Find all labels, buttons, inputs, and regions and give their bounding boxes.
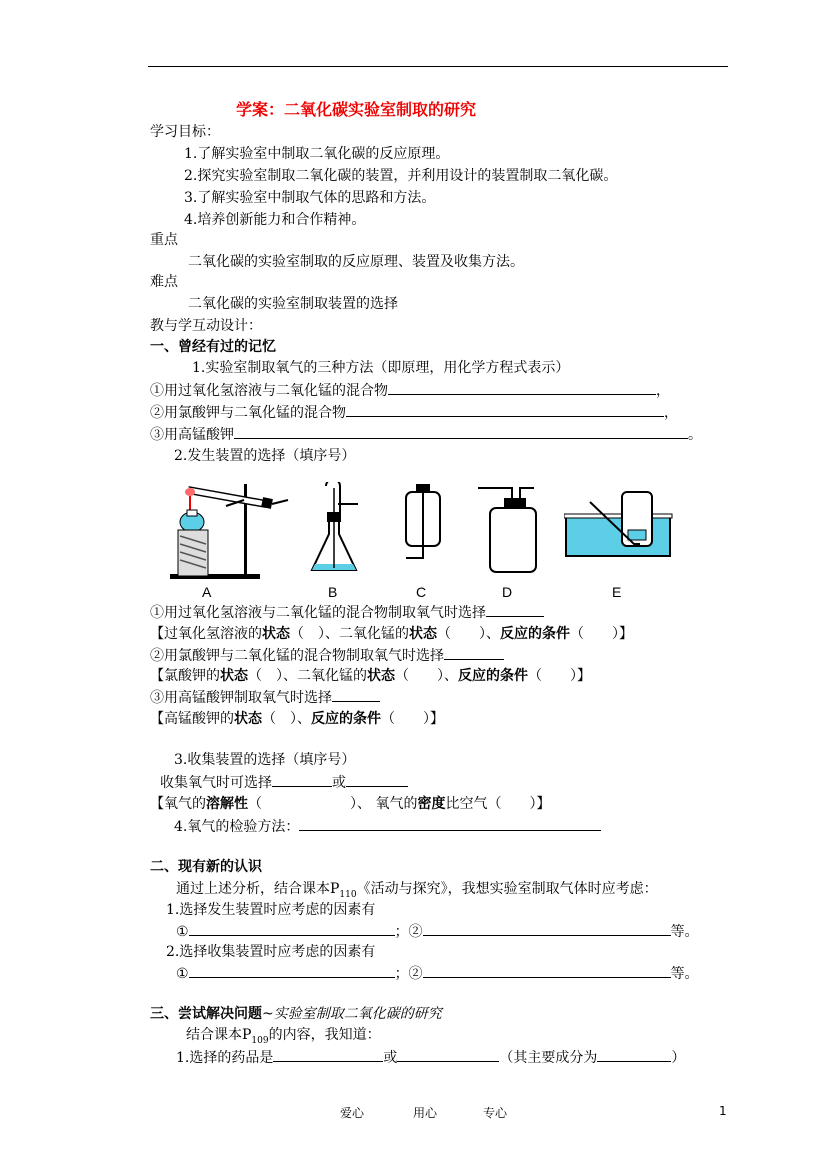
s2-intro: 通过上述分析，结合课本$P_{110}$《活动与探究》，我想实验室制取气体时应考虑： — [176, 881, 658, 900]
key-text: 二氧化碳的实验室制取的反应原理、装置及收集方法。 — [188, 254, 524, 270]
goal-1: 1.了解实验室中制取二氧化碳的反应原理。 — [184, 146, 450, 162]
s2-question-2: 2.选择收集装置时应考虑的因素有 — [166, 944, 376, 960]
page-number: 1 — [719, 1104, 727, 1118]
goal-3: 3.了解实验室中制取气体的思路和方法。 — [184, 190, 436, 206]
s1-question-1: 1.实验室制取氧气的三种方法（即原理，用化学方程式表示） — [192, 360, 570, 376]
section-2-heading: 二、现有新的认识 — [150, 859, 262, 875]
answer-blank[interactable] — [397, 1047, 499, 1062]
answer-blank[interactable] — [189, 963, 395, 978]
answer-blank[interactable] — [346, 772, 408, 787]
difficult-heading: 难点 — [150, 274, 178, 290]
answer-blank[interactable] — [234, 424, 688, 439]
answer-blank[interactable] — [597, 1047, 671, 1062]
footer-text-2: 用心 — [413, 1106, 438, 1120]
key-heading: 重点 — [150, 232, 178, 248]
answer-blank[interactable] — [272, 772, 332, 787]
interaction-heading: 教与学互动设计： — [150, 318, 262, 334]
answer-blank[interactable] — [423, 921, 671, 936]
answer-blank[interactable] — [299, 816, 601, 831]
s1-q3-note: 【氧气的溶解性（ ）、 氧气的密度比空气（ ）】 — [150, 796, 551, 812]
header-rule — [148, 66, 728, 67]
apparatus-label-e: E — [612, 584, 622, 600]
answer-blank[interactable] — [273, 1047, 383, 1062]
page-title: 学案：二氧化碳实验室制取的研究 — [236, 100, 477, 119]
s1-q2-a: ①用过氧化氢溶液与二氧化锰的混合物制取氧气时选择 — [150, 602, 544, 623]
section-3-heading: 三、尝试解决问题~实验室制取二氧化碳的研究 — [150, 1006, 442, 1022]
s2-q1-blanks: ① ；② 等。 — [176, 921, 699, 942]
apparatus-label-b: B — [328, 584, 338, 600]
apparatus-c-illustration — [398, 480, 448, 578]
s1-q1-item-1: ①用过氧化氢溶液与二氧化锰的混合物 ， — [150, 380, 670, 401]
s1-q2-b-note: 【氯酸钾的状态（ ）、二氧化锰的状态（ ）、反应的条件（ ）】 — [150, 668, 591, 684]
footer-text-1: 爱心 — [340, 1106, 365, 1120]
apparatus-label-d: D — [502, 584, 513, 600]
s1-question-3: 3.收集装置的选择（填序号） — [174, 752, 356, 768]
apparatus-e-illustration — [564, 486, 676, 560]
apparatus-d-illustration — [476, 482, 538, 576]
s3-intro: 结合课本$P_{109}$的内容，我知道： — [186, 1027, 381, 1046]
s1-q3-line: 收集氧气时可选择 或 — [160, 772, 408, 793]
s1-question-2: 2.发生装置的选择（填序号） — [174, 448, 356, 464]
answer-blank[interactable] — [486, 602, 544, 617]
apparatus-label-a: A — [202, 584, 212, 600]
s2-question-1: 1.选择发生装置时应考虑的因素有 — [166, 902, 376, 918]
s1-q2-b: ②用氯酸钾与二氧化锰的混合物制取氧气时选择 — [150, 645, 504, 666]
apparatus-a-illustration — [166, 470, 291, 582]
apparatus-b-illustration — [306, 482, 362, 576]
s1-question-4: 4.氧气的检验方法： — [174, 816, 601, 837]
answer-blank[interactable] — [346, 402, 664, 417]
goal-4: 4.培养创新能力和合作精神。 — [184, 212, 366, 228]
goals-heading: 学习目标： — [150, 124, 220, 140]
s1-q1-item-3: ③用高锰酸钾 。 — [150, 424, 702, 445]
answer-blank[interactable] — [444, 645, 504, 660]
apparatus-label-c: C — [416, 584, 427, 600]
footer-text-3: 专心 — [483, 1106, 508, 1120]
s1-q1-item-2: ②用氯酸钾与二氧化锰的混合物 ， — [150, 402, 678, 423]
answer-blank[interactable] — [423, 963, 671, 978]
difficult-text: 二氧化碳的实验室制取装置的选择 — [188, 296, 398, 312]
s1-q2-c: ③用高锰酸钾制取氧气时选择 — [150, 687, 380, 708]
s3-question-1: 1.选择的药品是 或 （其主要成分为 ） — [176, 1047, 685, 1068]
answer-blank[interactable] — [189, 921, 395, 936]
section-1-heading: 一、曾经有过的记忆 — [150, 339, 276, 355]
s2-q2-blanks: ① ；② 等。 — [176, 963, 699, 984]
s1-q2-a-note: 【过氧化氢溶液的状态（ ）、二氧化锰的状态（ ）、反应的条件（ ）】 — [150, 626, 633, 642]
answer-blank[interactable] — [332, 687, 380, 702]
goal-2: 2.探究实验室制取二氧化碳的装置，并利用设计的装置制取二氧化碳。 — [184, 168, 618, 184]
answer-blank[interactable] — [388, 380, 656, 395]
s1-q2-c-note: 【高锰酸钾的状态（ ）、反应的条件（ ）】 — [150, 711, 444, 727]
